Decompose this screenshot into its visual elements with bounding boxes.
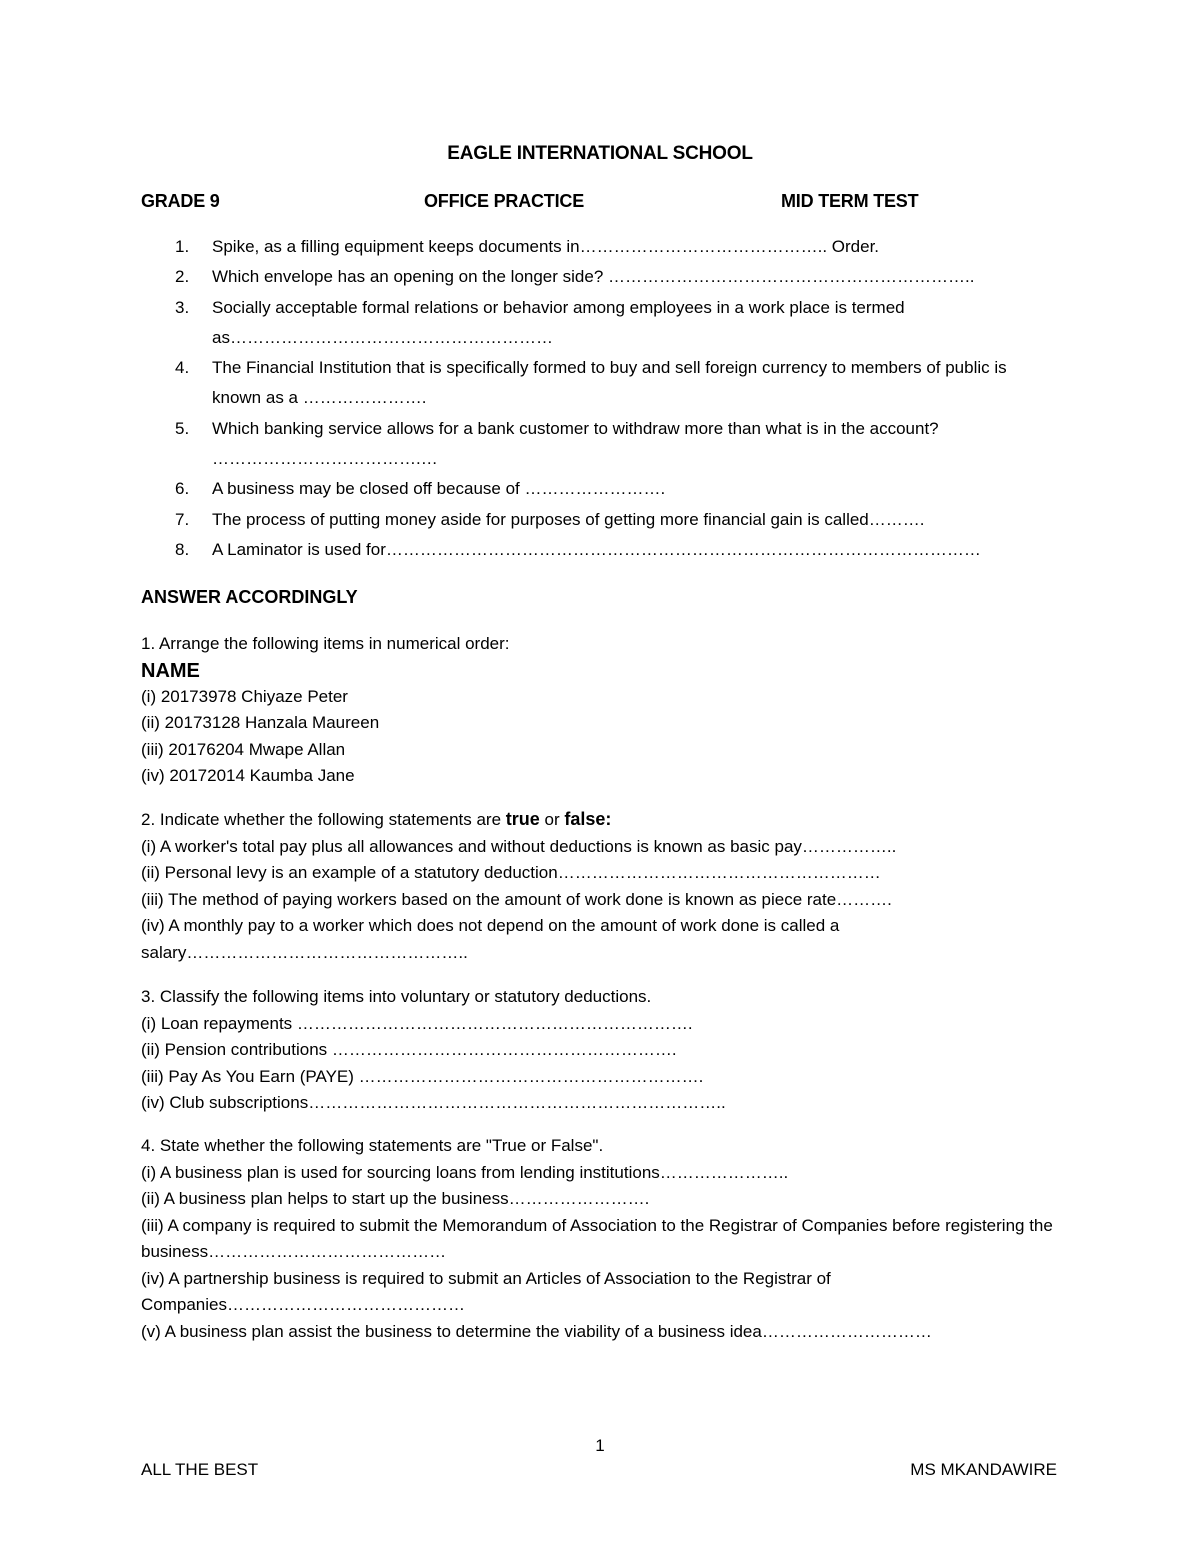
list-item: (v) A business plan assist the business to determine the viability of a business idea………………………… (141, 1321, 932, 1341)
question-item (0, 505, 1200, 535)
question-3-block (141, 984, 1061, 1117)
list-item: (iii) 20176204 Mwape Allan (141, 739, 346, 759)
question-2-block (141, 806, 1061, 966)
question-text: Socially acceptable formal relations or behavior among employees in a work place is termed as………………………………………………… (212, 297, 905, 347)
list-item: (ii) Pension contributions ……………………………………………………. (141, 1040, 677, 1059)
question-text: A Laminator is used for…………………………………………………………………………………………… (212, 539, 981, 559)
school-title: EAGLE INTERNATIONAL SCHOOL (447, 143, 753, 164)
question-text: The Financial Institution that is specifically formed to buy and sell foreign currency to members of public is known as a …………………. (212, 358, 1007, 408)
question-number: 7. (175, 509, 190, 529)
test-label: MID TERM TEST (781, 191, 919, 211)
list-item: (ii) 20173128 Hanzala Maureen (141, 713, 380, 732)
list-item: (i) 20173978 Chiyaze Peter (141, 686, 348, 706)
list-item: (i) A business plan is used for sourcing loans from lending institutions………………….. (141, 1162, 789, 1182)
question-item (0, 353, 1200, 414)
question-number: 4. (175, 358, 190, 378)
subject-label: OFFICE PRACTICE (424, 191, 585, 211)
list-item: (ii) Personal levy is an example of a statutory deduction………………………………………………… (141, 863, 881, 882)
false-word: false: (564, 809, 612, 829)
question-item (0, 535, 1200, 565)
question-number: 2. (175, 267, 190, 287)
footer-left-text: ALL THE BEST (141, 1460, 259, 1479)
page-number: 1 (595, 1436, 605, 1455)
question-number: 3. (175, 297, 190, 317)
list-item: (ii) A business plan helps to start up the business……………………. (141, 1189, 650, 1208)
grade-label: GRADE 9 (141, 191, 220, 211)
section-heading: ANSWER ACCORDINGLY (141, 587, 358, 607)
question-item (0, 414, 1200, 475)
name-column-label: NAME (141, 659, 200, 682)
question-2-prompt (141, 806, 1061, 834)
short-questions-list (0, 232, 1200, 565)
question-4-prompt: 4. State whether the following statements are "True or False". (141, 1136, 604, 1155)
question-number: 5. (175, 418, 190, 438)
list-item: (i) Loan repayments ……………………………………………………………. (141, 1013, 693, 1033)
question-text: The process of putting money aside for purposes of getting more financial gain is called………. (212, 509, 925, 529)
question-item (0, 232, 1200, 262)
question-number: 1. (175, 237, 190, 256)
list-item: (iv) Club subscriptions……………………………………………………………….. (141, 1093, 726, 1112)
question-4-block (141, 1133, 1061, 1345)
question-1-block (141, 631, 1061, 790)
prompt-text: 2. Indicate whether the following statements are (141, 810, 506, 829)
question-text: Which envelope has an opening on the longer side? ……………………………………………………….. (212, 267, 975, 287)
list-item: (i) A worker's total pay plus all allowances and without deductions is known as basic pay…………….. (141, 836, 897, 856)
question-item (0, 293, 1200, 354)
or-word: or (539, 810, 565, 829)
question-3-prompt: 3. Classify the following items into voluntary or statutory deductions. (141, 987, 652, 1006)
list-item: (iv) A monthly pay to a worker which does not depend on the amount of work done is called a salary………………………………………….. (141, 916, 840, 962)
true-word: true (505, 809, 540, 829)
list-item: (iv) A partnership business is required to submit an Articles of Association to the Registrar of Companies…………………………………… (141, 1268, 831, 1314)
footer-right-text: MS MKANDAWIRE (910, 1460, 1057, 1479)
question-item (0, 474, 1200, 504)
list-item: (iii) A company is required to submit the Memorandum of Association to the Registrar of Companies before registering the business…………………………………… (141, 1215, 1053, 1261)
list-item: (iv) 20172014 Kaumba Jane (141, 766, 355, 785)
question-item (0, 262, 1200, 292)
list-item: (iii) Pay As You Earn (PAYE) ……………………………………………………. (141, 1066, 704, 1086)
question-text: A business may be closed off because of ……………………. (212, 479, 666, 499)
question-1-prompt: 1. Arrange the following items in numerical order: (141, 634, 510, 653)
question-number: 6. (175, 479, 190, 499)
question-number: 8. (175, 539, 190, 559)
list-item: (iii) The method of paying workers based on the amount of work done is known as piece rate………. (141, 889, 892, 909)
question-text: Spike, as a filling equipment keeps documents in…………………………………….. Order. (212, 237, 880, 256)
question-text: Which banking service allows for a bank customer to withdraw more than what is in the account? ……………………………….… (212, 418, 939, 469)
